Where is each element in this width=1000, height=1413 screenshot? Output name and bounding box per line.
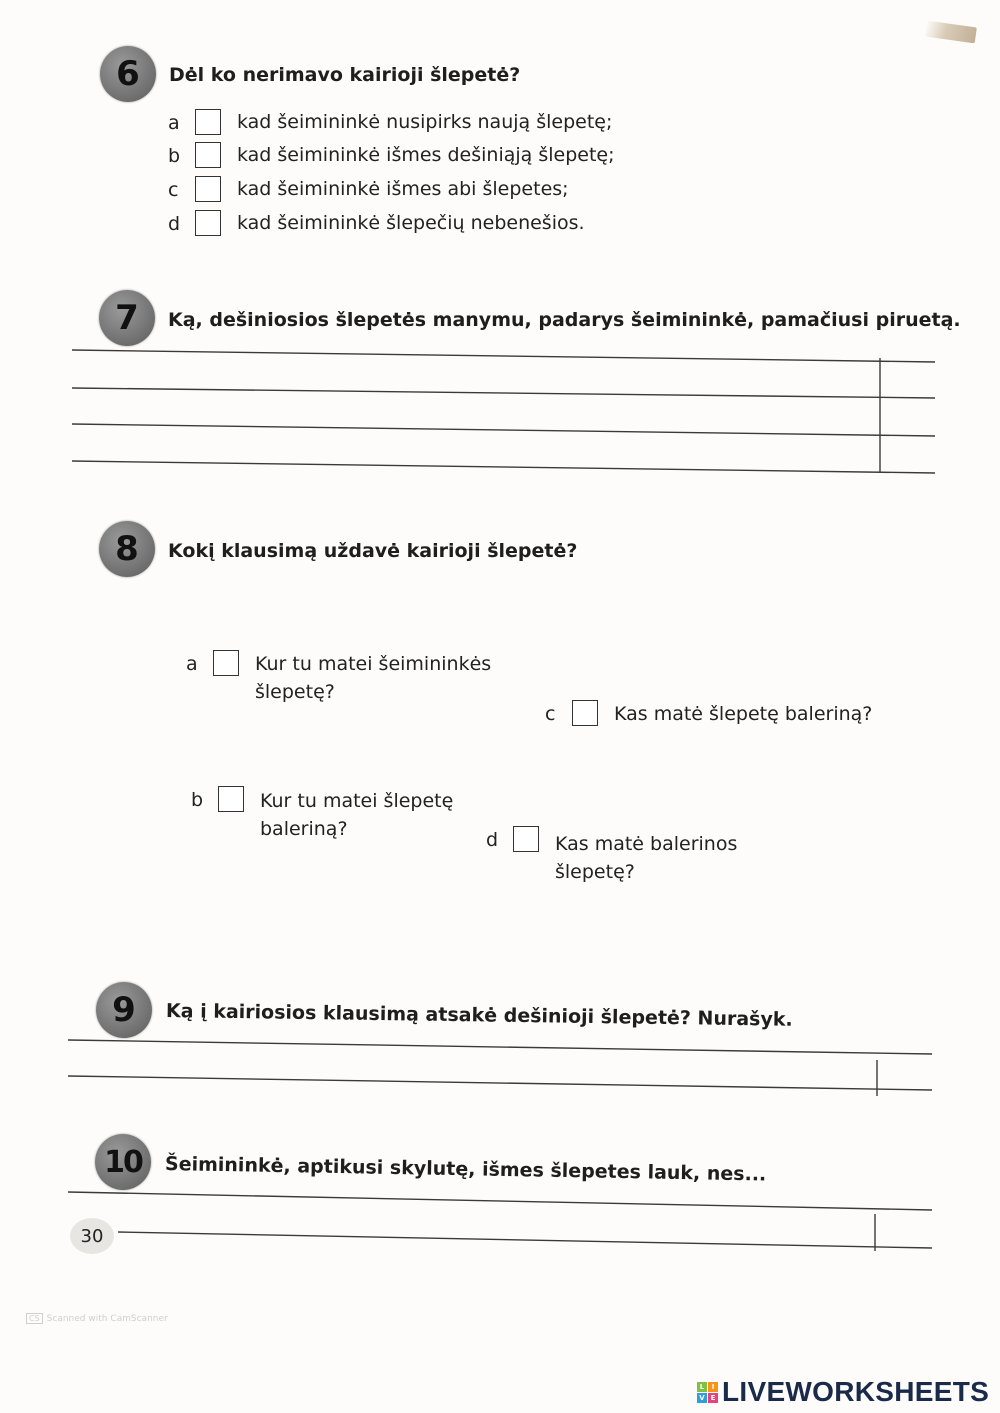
question-9-text: Ką į kairiosios klausimą atsakė dešinioji šlepetė? Nurašyk.	[165, 1000, 793, 1031]
q8-option-c-letter: c	[545, 703, 556, 725]
logo-letter-l: L	[697, 1382, 707, 1392]
q7-answer-line-1[interactable]	[72, 350, 935, 362]
q9-answer-line-1[interactable]	[68, 1040, 932, 1054]
q6-option-b-letter: b	[168, 145, 181, 167]
question-7-text: Ką, dešiniosios šlepetės manymu, padarys šeimininkė, pamačiusi piruetą.	[168, 309, 961, 331]
q6-option-a-letter: a	[168, 112, 180, 134]
scanner-text: Scanned with CamScanner	[46, 1313, 168, 1324]
q6-option-a-text: kad šeimininkė nusipirks naują šlepetę;	[237, 111, 613, 133]
question-10-text: Šeimininkė, aptikusi skylutę, išmes šlepetes lauk, nes...	[164, 1153, 767, 1186]
liveworksheets-brand	[697, 1376, 989, 1408]
brand-name: LIVEWORKSHEETS	[722, 1376, 990, 1407]
q10-answer-line-1[interactable]	[68, 1192, 932, 1210]
q8-option-a-letter: a	[186, 653, 198, 675]
q7-answer-line-3[interactable]	[72, 424, 935, 436]
question-7-number: 7	[99, 290, 155, 346]
q8-option-a-line2: šlepetę?	[255, 681, 335, 703]
question-10-number: 10	[95, 1134, 151, 1190]
logo-letter-v: V	[697, 1393, 707, 1403]
question-9-number: 9	[96, 982, 152, 1038]
q7-answer-line-4[interactable]	[72, 461, 935, 473]
logo-letter-i: I	[708, 1382, 718, 1392]
question-6-text: Dėl ko nerimavo kairioji šlepetė?	[169, 64, 521, 86]
q8-option-b-letter: b	[191, 789, 204, 811]
question-6-number: 6	[100, 46, 156, 102]
q6-option-c-text: kad šeimininkė išmes abi šlepetes;	[237, 178, 569, 200]
q7-answer-line-2[interactable]	[72, 388, 935, 398]
question-8-number: 8	[99, 521, 155, 577]
q6-option-b-text: kad šeimininkė išmes dešiniąją šlepetę;	[237, 144, 615, 166]
q8-option-b-line2: baleriną?	[260, 818, 348, 840]
liveworksheets-logo-icon	[697, 1382, 718, 1403]
scanner-watermark	[26, 1313, 168, 1324]
q8-option-d-letter: d	[486, 829, 499, 851]
q8-option-b-line1: Kur tu matei šlepetę	[260, 790, 454, 812]
q8-option-a-line1: Kur tu matei šeimininkės	[255, 653, 492, 675]
q10-answer-line-2[interactable]	[118, 1232, 932, 1248]
q9-answer-line-2[interactable]	[68, 1076, 932, 1090]
q8-option-d-line2: šlepetę?	[555, 861, 635, 883]
q8-option-d-line1: Kas matė balerinos	[555, 833, 738, 855]
q6-option-c-letter: c	[168, 179, 179, 201]
question-8-text: Kokį klausimą uždavė kairioji šlepetė?	[168, 540, 578, 562]
logo-letter-e: E	[708, 1393, 718, 1403]
page-number: 30	[70, 1218, 114, 1254]
q6-option-d-text: kad šeimininkė šlepečių nebenešios.	[237, 212, 585, 234]
camscanner-icon: CS	[26, 1313, 43, 1324]
q8-option-c-text: Kas matė šlepetę baleriną?	[614, 703, 873, 725]
q6-option-d-letter: d	[168, 213, 181, 235]
